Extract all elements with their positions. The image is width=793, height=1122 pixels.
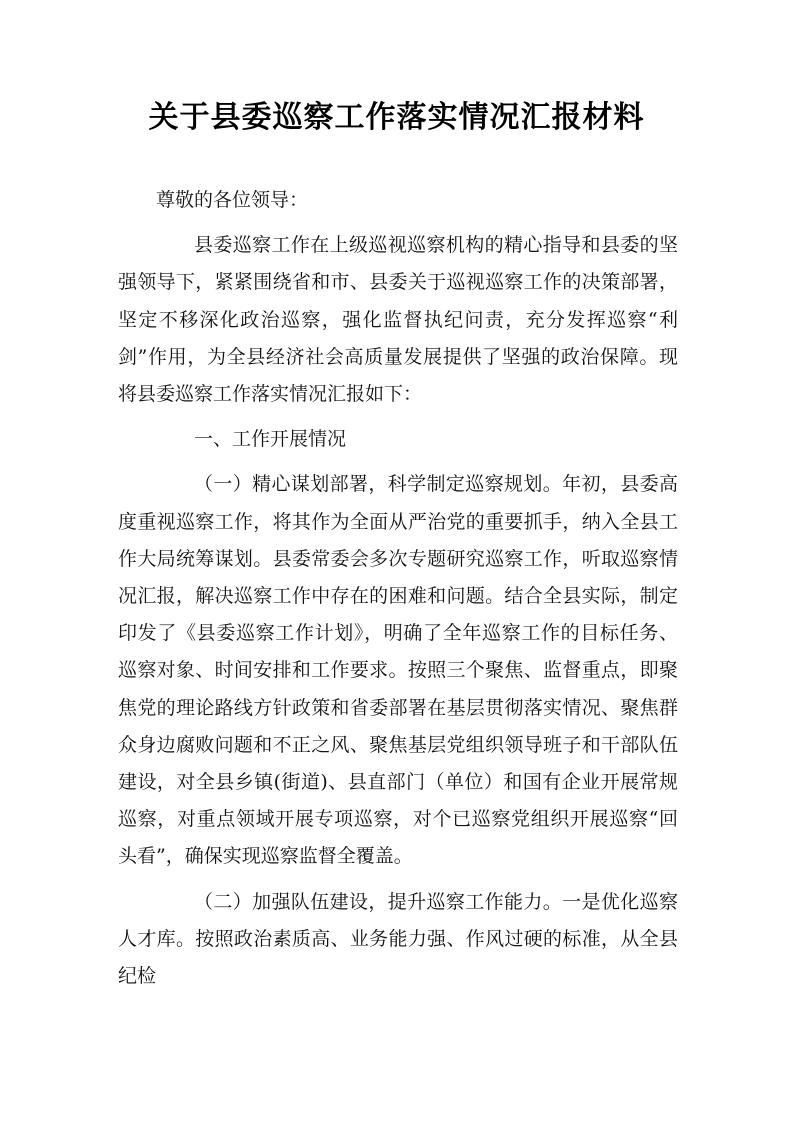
document-title: 关于县委巡察工作落实情况汇报材料 bbox=[148, 100, 645, 135]
spacer bbox=[118, 458, 678, 466]
section-paragraph-1: （一）精心谋划部署，科学制定巡察规划。年初，县委高度重视巡察工作，将其作为全面从严治党的重要抓手，纳入全县工作大局统筹谋划。县委常委会多次专题研究巡察工作，听取巡察情况汇报，解决巡察工作中存在的困难和问题。结合全县实际，制定印发了《县委巡察工作计划》，明确了全年巡察工作的目标任务、巡察对象、时间安排和工作要求。按照三个聚焦、监督重点，即聚焦党的理论路线方针政策和省委部署在基层贯彻落实情况、聚焦群众身边腐败问题和不正之风、聚焦基层党组织领导班子和干部队伍建设，对全县乡镇(街道)、县直部门（单位）和国有企业开展常规巡察，对重点领域开展专项巡察，对个已巡察党组织开展巡察“回头看”，确保实现巡察监督全覆盖。 bbox=[118, 473, 678, 868]
section-heading: 一、工作开展情况 bbox=[194, 428, 347, 451]
intro-paragraph: 县委巡察工作在上级巡视巡察机构的精心指导和县委的坚强领导下，紧紧围绕省和市、县委关于巡视巡察工作的决策部署，坚定不移深化政治巡察，强化监督执纪问责，充分发挥巡察“利剑”作用，为全县经济社会高质量发展提供了坚强的政治保障。现将县委巡察工作落实情况汇报如下： bbox=[118, 234, 678, 406]
spacer bbox=[118, 219, 678, 227]
spacer bbox=[118, 876, 678, 884]
document-body bbox=[118, 182, 678, 995]
salutation: 尊敬的各位领导： bbox=[156, 189, 309, 211]
section-paragraph-2: （二）加强队伍建设，提升巡察工作能力。一是优化巡察人才库。按照政治素质高、业务能力强、作风过硬的标准，从全县纪检 bbox=[118, 890, 678, 988]
spacer bbox=[118, 413, 678, 421]
